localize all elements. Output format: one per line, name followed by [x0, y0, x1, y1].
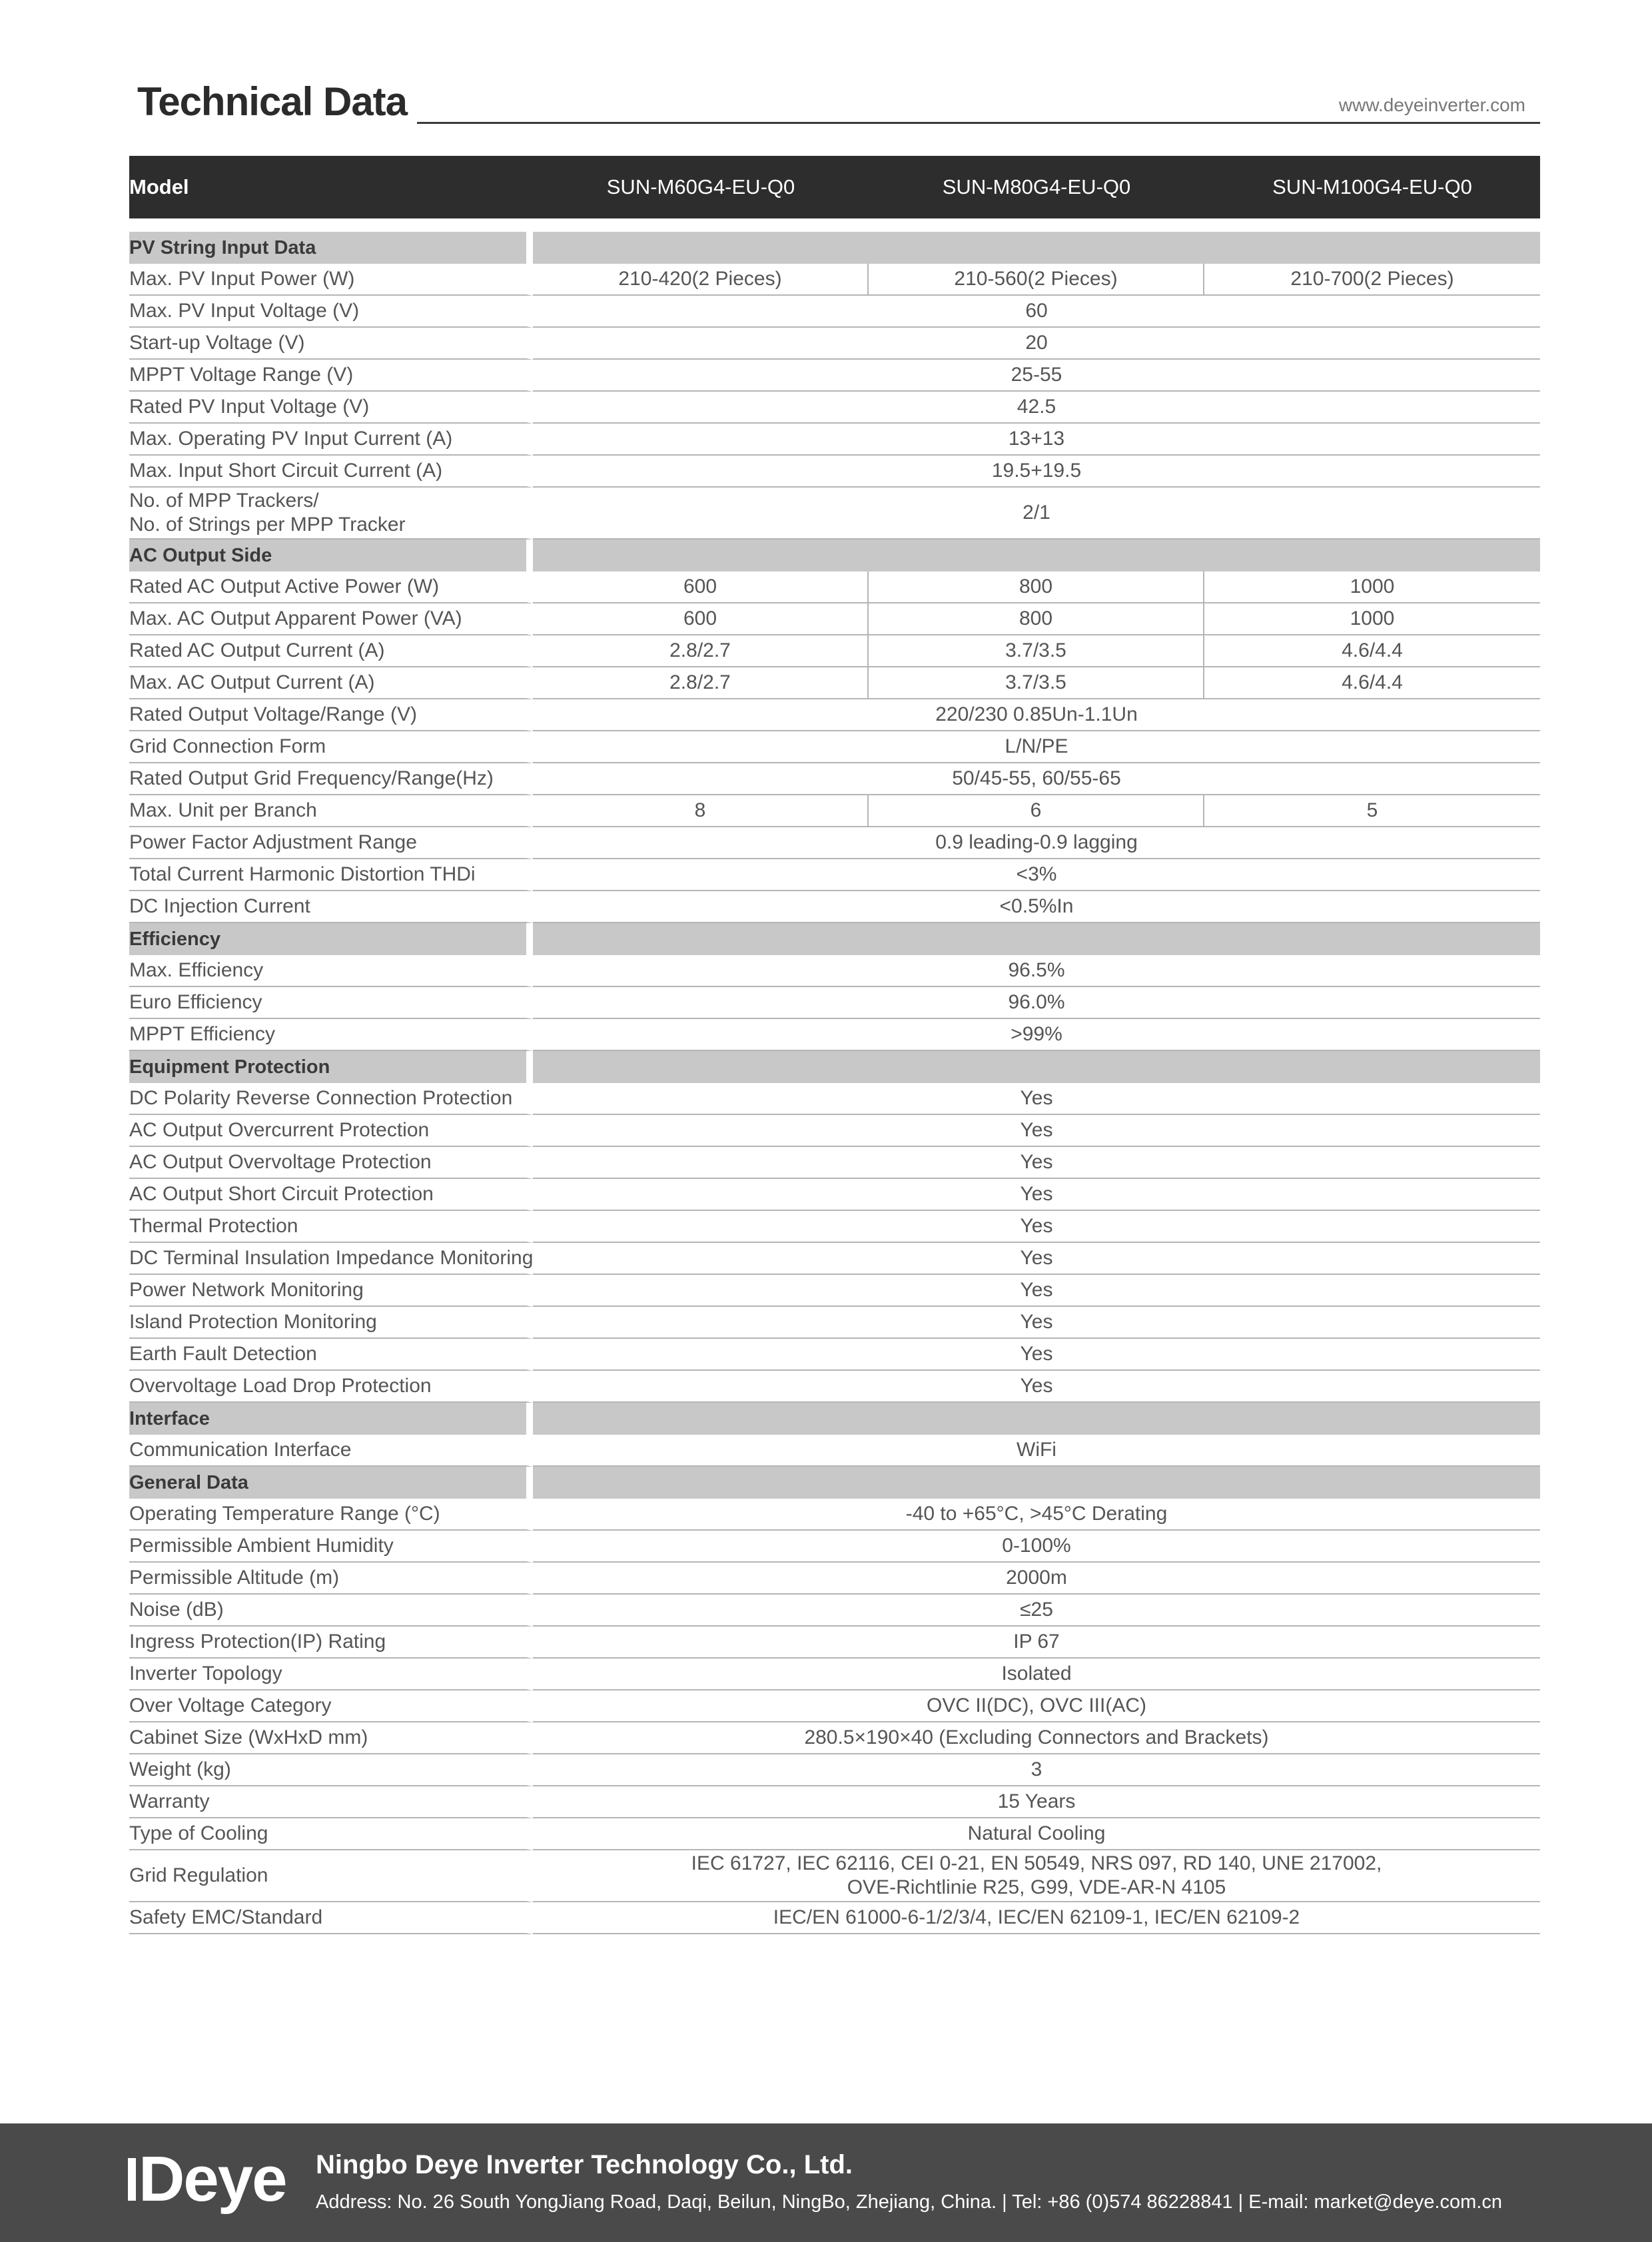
spec-value	[533, 891, 1540, 923]
page-title: Technical Data	[137, 79, 408, 124]
spec-label	[129, 1307, 533, 1339]
spec-value: 2.8/2.7	[533, 667, 869, 699]
spec-label-text: DC Injection Current	[129, 895, 310, 917]
spec-value-text: Yes	[1020, 1247, 1053, 1269]
spec-label	[129, 859, 533, 891]
spec-label	[129, 1371, 533, 1403]
spec-label	[129, 987, 533, 1019]
spec-label-text: Max. Unit per Branch	[129, 799, 317, 821]
spec-row	[129, 1243, 1540, 1275]
spec-value-text: <0.5%In	[999, 895, 1074, 917]
spec-value	[533, 488, 1540, 540]
spec-label	[129, 1595, 533, 1627]
spec-row	[129, 360, 1540, 392]
spec-row	[129, 603, 1540, 635]
spec-value-text: 60	[1025, 300, 1048, 322]
section-title: Equipment Protection	[129, 1051, 533, 1083]
spec-row	[129, 1659, 1540, 1690]
spec-value-text: Natural Cooling	[967, 1822, 1106, 1844]
spec-label	[129, 1690, 533, 1722]
spec-value	[533, 1818, 1540, 1850]
spec-label	[129, 1179, 533, 1211]
spec-label	[129, 1818, 533, 1850]
spec-row	[129, 392, 1540, 424]
spec-value: 800	[869, 571, 1204, 603]
spec-row	[129, 827, 1540, 859]
section-header-row	[129, 540, 1540, 571]
spec-value	[533, 1371, 1540, 1403]
spec-label	[129, 1722, 533, 1754]
spec-row	[129, 1179, 1540, 1211]
spec-label-text: Max. Operating PV Input Current (A)	[129, 428, 453, 450]
spec-label-text: AC Output Overcurrent Protection	[129, 1119, 430, 1141]
spec-value: 4.6/4.4	[1204, 667, 1540, 699]
spec-label-text: Rated Output Grid Frequency/Range(Hz)	[129, 767, 494, 789]
spec-label	[129, 1563, 533, 1595]
spec-label	[129, 795, 533, 827]
spec-value-text: >99%	[1011, 1023, 1062, 1045]
spec-value: 1000	[1204, 603, 1540, 635]
spec-value-text: 96.5%	[1008, 959, 1065, 981]
spec-value	[533, 360, 1540, 392]
section-fill	[533, 1051, 1540, 1083]
spec-value-text: Yes	[1020, 1375, 1053, 1397]
spec-value	[533, 1690, 1540, 1722]
spec-label	[129, 1211, 533, 1243]
spec-label-text: Earth Fault Detection	[129, 1343, 317, 1365]
spec-label-text: No. of MPP Trackers/	[129, 490, 319, 512]
section-fill	[533, 1467, 1540, 1499]
spec-value-text: 2000m	[1006, 1567, 1067, 1589]
spec-value	[533, 1754, 1540, 1786]
spec-label	[129, 731, 533, 763]
spec-label-text: Cabinet Size (WxHxD mm)	[129, 1726, 368, 1748]
spec-label	[129, 955, 533, 987]
spec-label-text: Island Protection Monitoring	[129, 1311, 377, 1333]
spec-value-text: Yes	[1020, 1343, 1053, 1365]
spec-value-text: <3%	[1016, 863, 1057, 885]
section-fill	[533, 923, 1540, 955]
spec-label	[129, 1243, 533, 1275]
spec-label	[129, 1902, 533, 1934]
section-fill	[533, 1403, 1540, 1435]
spec-label-text: Safety EMC/Standard	[129, 1906, 323, 1928]
spec-label-text: DC Terminal Insulation Impedance Monitoring	[129, 1247, 534, 1269]
spec-label-text: Permissible Ambient Humidity	[129, 1535, 394, 1557]
spec-label	[129, 1850, 533, 1902]
spec-value-text: -40 to +65°C, >45°C Derating	[905, 1503, 1168, 1525]
spec-value-text: Yes	[1020, 1119, 1053, 1141]
company-address: Address: No. 26 South YongJiang Road, Daqi, Beilun, NingBo, Zhejiang, China. | Tel: +86 (0)574 86228841 | E-mail: market@deye.com.cn	[316, 2191, 1502, 2213]
spec-row	[129, 1563, 1540, 1595]
website-url[interactable]: www.deyeinverter.com	[1338, 95, 1525, 115]
spec-row	[129, 571, 1540, 603]
spec-label	[129, 1435, 533, 1467]
spec-row	[129, 1722, 1540, 1754]
spec-row	[129, 1019, 1540, 1051]
spec-value-text: 15 Years	[997, 1790, 1076, 1812]
spec-value-text: 280.5×190×40 (Excluding Connectors and Brackets)	[804, 1726, 1269, 1748]
spec-row	[129, 891, 1540, 923]
spec-value	[533, 827, 1540, 859]
spec-label-text: Rated PV Input Voltage (V)	[129, 396, 370, 418]
spec-value: 5	[1204, 795, 1540, 827]
spec-value-text: 220/230 0.85Un-1.1Un	[935, 703, 1138, 725]
spec-value: 4.6/4.4	[1204, 635, 1540, 667]
spec-value: 600	[533, 571, 869, 603]
spec-row	[129, 1307, 1540, 1339]
spec-label-text: Total Current Harmonic Distortion THDi	[129, 863, 476, 885]
spec-value	[533, 763, 1540, 795]
spec-label	[129, 488, 533, 540]
spec-row	[129, 1147, 1540, 1179]
spec-label-text: Inverter Topology	[129, 1663, 282, 1684]
spec-label-text: Warranty	[129, 1790, 210, 1812]
spec-row	[129, 1499, 1540, 1531]
spec-value	[533, 424, 1540, 456]
spec-body	[129, 232, 1540, 1934]
spec-row	[129, 1275, 1540, 1307]
spec-label	[129, 667, 533, 699]
spec-label	[129, 360, 533, 392]
section-header-row	[129, 923, 1540, 955]
spec-value	[533, 1179, 1540, 1211]
spec-label-text: Noise (dB)	[129, 1599, 224, 1621]
spec-label	[129, 571, 533, 603]
spec-value: 2.8/2.7	[533, 635, 869, 667]
spec-value: 1000	[1204, 571, 1540, 603]
spec-value-text: Yes	[1020, 1215, 1053, 1237]
spec-row	[129, 987, 1540, 1019]
spec-row	[129, 1435, 1540, 1467]
spec-value	[533, 1627, 1540, 1659]
spec-label	[129, 1339, 533, 1371]
spec-value	[533, 296, 1540, 328]
spec-label-text: Start-up Voltage (V)	[129, 332, 305, 354]
spec-value	[533, 699, 1540, 731]
spec-row	[129, 635, 1540, 667]
spec-value-text: 13+13	[1008, 428, 1065, 450]
model-name: SUN-M60G4-EU-Q0	[533, 156, 869, 218]
spec-value	[533, 1435, 1540, 1467]
spec-value	[533, 1339, 1540, 1371]
spec-value	[533, 1211, 1540, 1243]
spec-value-text: 96.0%	[1008, 991, 1065, 1013]
spec-label	[129, 1083, 533, 1115]
spec-label-text: AC Output Short Circuit Protection	[129, 1183, 434, 1205]
spec-row	[129, 488, 1540, 540]
spec-row	[129, 699, 1540, 731]
spec-label-text: Operating Temperature Range (°C)	[129, 1503, 440, 1525]
spec-value-text: 50/45-55, 60/55-65	[952, 767, 1121, 789]
spec-label	[129, 392, 533, 424]
section-fill	[533, 540, 1540, 571]
spec-value	[533, 731, 1540, 763]
spec-label-text: Communication Interface	[129, 1439, 352, 1461]
spec-label-text: Overvoltage Load Drop Protection	[129, 1375, 432, 1397]
spec-label-text: MPPT Voltage Range (V)	[129, 364, 354, 386]
section-header-row	[129, 1051, 1540, 1083]
spec-value	[533, 1902, 1540, 1934]
spec-label	[129, 296, 533, 328]
spec-row	[129, 1083, 1540, 1115]
footer	[0, 2123, 1652, 2242]
spec-label	[129, 891, 533, 923]
spec-value	[533, 1531, 1540, 1563]
spec-row	[129, 328, 1540, 360]
spec-value-text: IEC 61727, IEC 62116, CEI 0-21, EN 50549, NRS 097, RD 140, UNE 217002,	[691, 1852, 1382, 1874]
spec-value	[533, 1595, 1540, 1627]
spec-value: 210-560(2 Pieces)	[869, 264, 1204, 296]
spec-value-text: L/N/PE	[1005, 735, 1068, 757]
spec-value-text: 0.9 leading-0.9 lagging	[935, 831, 1138, 853]
spec-label-text: AC Output Overvoltage Protection	[129, 1151, 432, 1173]
spec-value-text: 3	[1031, 1758, 1042, 1780]
spec-value-text: 2/1	[1023, 502, 1050, 524]
spec-label-text: Rated Output Voltage/Range (V)	[129, 703, 417, 725]
spec-label	[129, 1659, 533, 1690]
model-header-row	[129, 156, 1540, 218]
spec-label-text: Power Factor Adjustment Range	[129, 831, 417, 853]
company-name: Ningbo Deye Inverter Technology Co., Ltd.	[316, 2150, 853, 2179]
spec-label-text: Power Network Monitoring	[129, 1279, 364, 1301]
spec-label	[129, 603, 533, 635]
spec-row	[129, 1754, 1540, 1786]
spec-value: 210-420(2 Pieces)	[533, 264, 869, 296]
spec-label-text: Euro Efficiency	[129, 991, 262, 1013]
spec-value	[533, 1722, 1540, 1754]
spec-value	[533, 1147, 1540, 1179]
spec-value-text: Isolated	[1001, 1663, 1072, 1684]
spec-value	[533, 392, 1540, 424]
spec-label	[129, 635, 533, 667]
spec-label-text: Thermal Protection	[129, 1215, 298, 1237]
spec-label-text: No. of Strings per MPP Tracker	[129, 514, 406, 536]
spec-value-text: OVE-Richtlinie R25, G99, VDE-AR-N 4105	[847, 1876, 1226, 1898]
spec-value: 8	[533, 795, 869, 827]
model-name: SUN-M100G4-EU-Q0	[1204, 156, 1540, 218]
spec-label-text: Max. PV Input Power (W)	[129, 268, 355, 290]
spec-row	[129, 955, 1540, 987]
section-title: PV String Input Data	[129, 232, 533, 264]
spec-label-text: Permissible Altitude (m)	[129, 1567, 340, 1589]
spec-row	[129, 859, 1540, 891]
spec-label	[129, 424, 533, 456]
spec-row	[129, 1595, 1540, 1627]
spec-value	[533, 1243, 1540, 1275]
spec-value: 6	[869, 795, 1204, 827]
spec-value	[533, 1659, 1540, 1690]
spec-value-text: 0-100%	[1002, 1535, 1071, 1557]
spec-value-text: 19.5+19.5	[991, 460, 1082, 482]
spec-row	[129, 1339, 1540, 1371]
spec-value-text: OVC II(DC), OVC III(AC)	[927, 1694, 1146, 1716]
spec-value: 800	[869, 603, 1204, 635]
model-label: Model	[129, 156, 533, 218]
spec-label-text: Type of Cooling	[129, 1822, 268, 1844]
spec-label-text: Rated AC Output Active Power (W)	[129, 575, 440, 597]
section-title: General Data	[129, 1467, 533, 1499]
spec-label	[129, 264, 533, 296]
section-header-row	[129, 1403, 1540, 1435]
spec-label	[129, 1786, 533, 1818]
spec-row	[129, 1850, 1540, 1902]
spec-label-text: Grid Regulation	[129, 1864, 268, 1886]
section-title: Interface	[129, 1403, 533, 1435]
spec-value-text: 20	[1025, 332, 1048, 354]
spec-label	[129, 1275, 533, 1307]
spec-label-text: Over Voltage Category	[129, 1694, 332, 1716]
spec-row	[129, 296, 1540, 328]
model-name: SUN-M80G4-EU-Q0	[869, 156, 1204, 218]
spec-value	[533, 1115, 1540, 1147]
spec-row	[129, 1531, 1540, 1563]
spec-value	[533, 1275, 1540, 1307]
spec-row	[129, 1371, 1540, 1403]
spec-label	[129, 827, 533, 859]
section-fill	[533, 232, 1540, 264]
spec-value	[533, 859, 1540, 891]
spec-label-text: Max. Input Short Circuit Current (A)	[129, 460, 443, 482]
spec-value: 600	[533, 603, 869, 635]
spec-label	[129, 1499, 533, 1531]
spec-value	[533, 1499, 1540, 1531]
spec-value	[533, 1563, 1540, 1595]
spec-value-text: 42.5	[1017, 396, 1056, 418]
spec-label	[129, 1627, 533, 1659]
spec-row	[129, 795, 1540, 827]
spec-row	[129, 456, 1540, 488]
spec-row	[129, 1627, 1540, 1659]
spec-value	[533, 987, 1540, 1019]
spec-label	[129, 1531, 533, 1563]
spec-label-text: Max. PV Input Voltage (V)	[129, 300, 360, 322]
spec-value-text: 25-55	[1011, 364, 1062, 386]
section-header-row	[129, 1467, 1540, 1499]
section-title: Efficiency	[129, 923, 533, 955]
spec-row	[129, 1818, 1540, 1850]
spec-row	[129, 667, 1540, 699]
spec-value	[533, 1083, 1540, 1115]
logo-text: Deye	[139, 2143, 286, 2215]
spec-value	[533, 1850, 1540, 1902]
spec-label	[129, 763, 533, 795]
spec-value	[533, 1307, 1540, 1339]
spec-label-text: MPPT Efficiency	[129, 1023, 275, 1045]
section-header-row	[129, 232, 1540, 264]
spec-label	[129, 699, 533, 731]
spec-value-text: Yes	[1020, 1183, 1053, 1205]
spec-row	[129, 763, 1540, 795]
title-rule	[417, 122, 1540, 124]
spec-label-text: Grid Connection Form	[129, 735, 326, 757]
spec-row	[129, 1211, 1540, 1243]
spec-value: 210-700(2 Pieces)	[1204, 264, 1540, 296]
spec-label-text: Ingress Protection(IP) Rating	[129, 1631, 386, 1653]
section-title: AC Output Side	[129, 540, 533, 571]
spec-row	[129, 1902, 1540, 1934]
spec-value-text: IEC/EN 61000-6-1/2/3/4, IEC/EN 62109-1, IEC/EN 62109-2	[773, 1906, 1300, 1928]
spec-label	[129, 1147, 533, 1179]
spec-row	[129, 424, 1540, 456]
spec-label-text: Max. Efficiency	[129, 959, 264, 981]
spec-value: 3.7/3.5	[869, 635, 1204, 667]
spec-label	[129, 1754, 533, 1786]
spec-label-text: DC Polarity Reverse Connection Protection	[129, 1087, 513, 1109]
spec-row	[129, 731, 1540, 763]
spec-value	[533, 955, 1540, 987]
spec-label	[129, 328, 533, 360]
spec-value-text: WiFi	[1017, 1439, 1056, 1461]
spec-value-text: Yes	[1020, 1311, 1053, 1333]
spec-label-text: Max. AC Output Apparent Power (VA)	[129, 607, 462, 629]
spec-row	[129, 1115, 1540, 1147]
spec-value	[533, 328, 1540, 360]
spec-label-text: Weight (kg)	[129, 1758, 231, 1780]
spec-value-text: ≤25	[1020, 1599, 1053, 1621]
spec-value-text: Yes	[1020, 1151, 1053, 1173]
spec-value	[533, 1786, 1540, 1818]
spec-label	[129, 1019, 533, 1051]
spec-row	[129, 1786, 1540, 1818]
spec-row	[129, 264, 1540, 296]
deye-logo	[128, 2143, 286, 2215]
spec-value-text: Yes	[1020, 1087, 1053, 1109]
spec-label-text: Rated AC Output Current (A)	[129, 639, 385, 661]
spec-value-text: Yes	[1020, 1279, 1053, 1301]
spec-value-text: IP 67	[1013, 1631, 1060, 1653]
spec-label-text: Max. AC Output Current (A)	[129, 671, 375, 693]
spec-value	[533, 456, 1540, 488]
spec-table	[129, 156, 1540, 1934]
spec-row	[129, 1690, 1540, 1722]
spec-label	[129, 456, 533, 488]
spec-label	[129, 1115, 533, 1147]
spec-value	[533, 1019, 1540, 1051]
spec-value: 3.7/3.5	[869, 667, 1204, 699]
